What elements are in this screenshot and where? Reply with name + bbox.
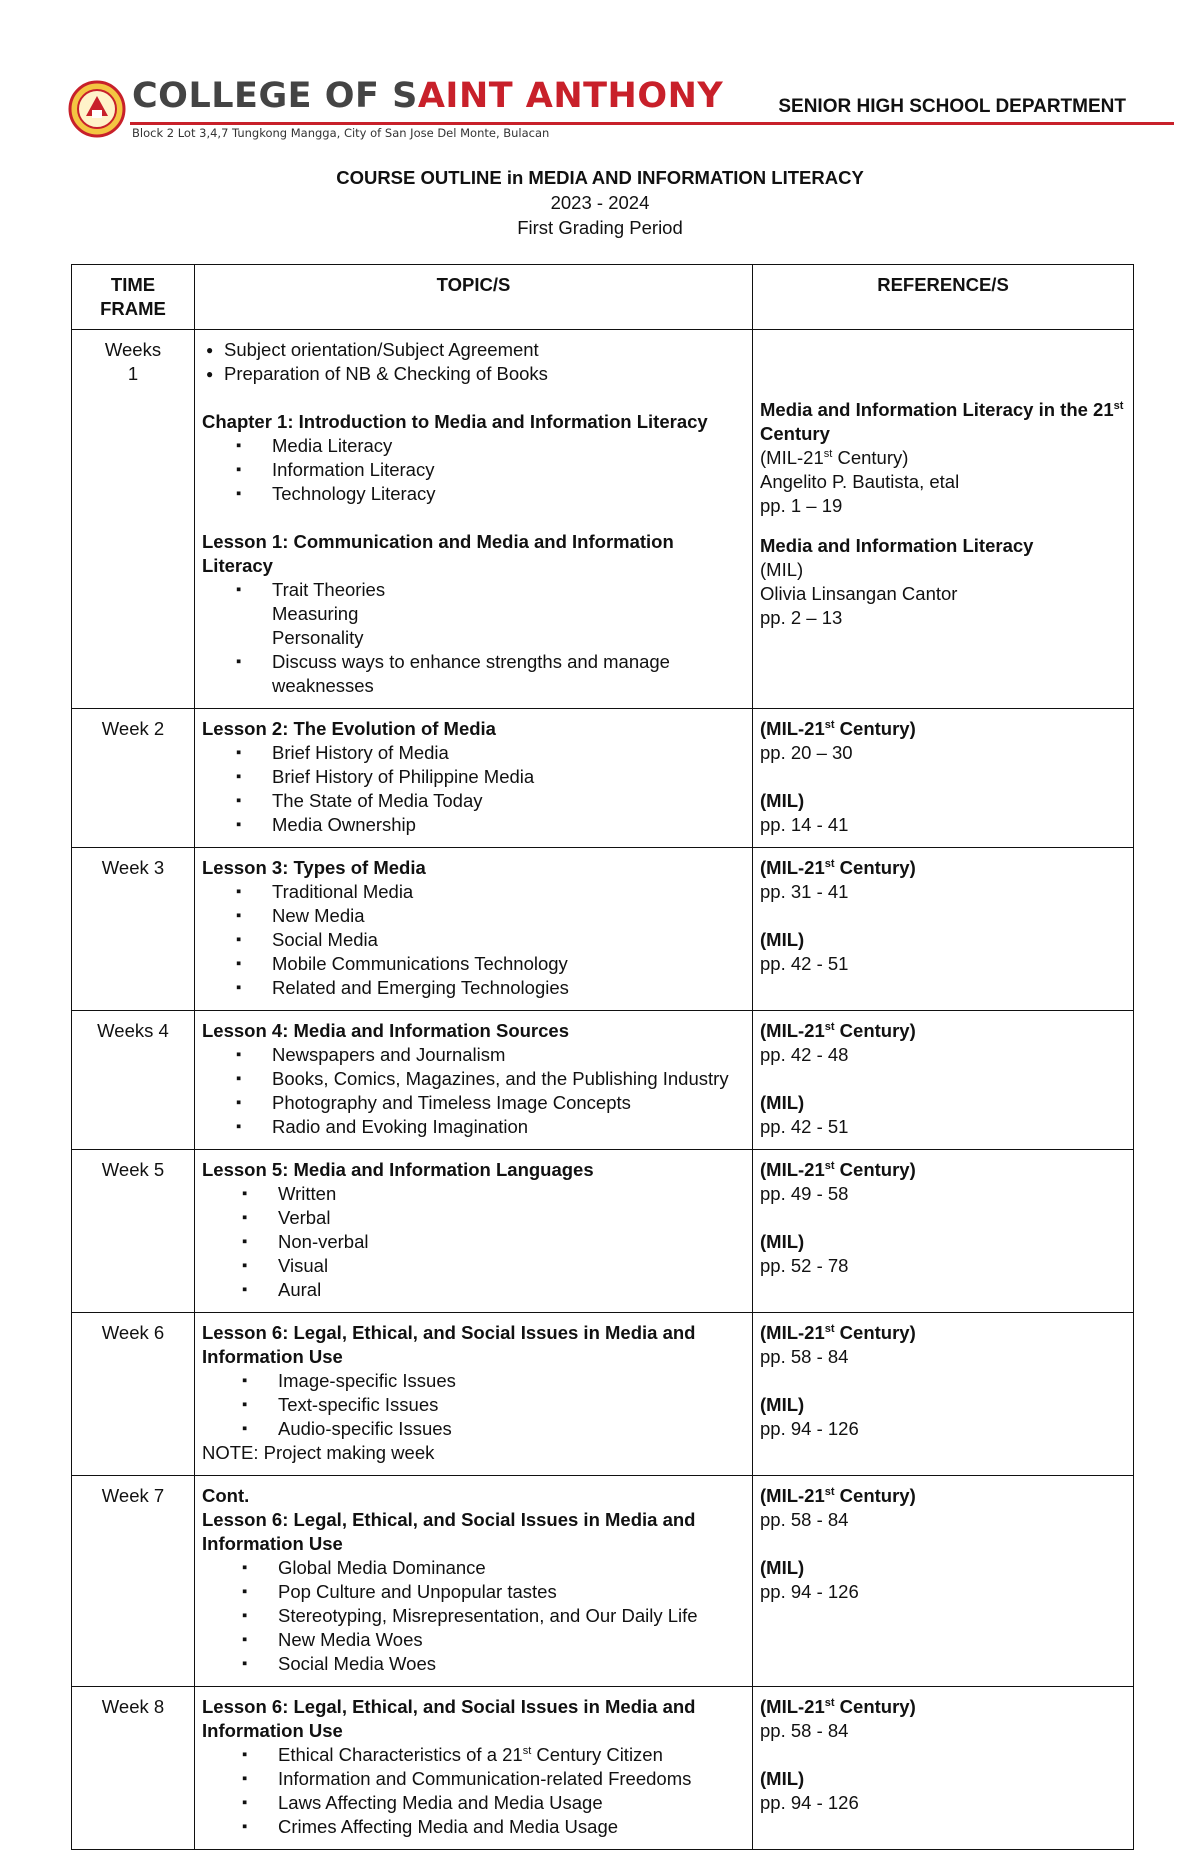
- list-item: ▪ Brief History of Philippine Media: [202, 765, 745, 789]
- topic-list: [202, 1743, 745, 1839]
- reference-cell: [753, 848, 1134, 1011]
- table-row: [72, 848, 1134, 1011]
- list-item: ● Subject orientation/Subject Agreement: [202, 338, 745, 362]
- reference-pages: pp. 1 – 19: [760, 495, 843, 516]
- reference-pages: pp. 58 - 84: [760, 1720, 849, 1741]
- topic-cell: [195, 1011, 753, 1150]
- reference-label: (MIL-21st Century): [760, 857, 916, 878]
- reference-cell: [753, 1011, 1134, 1150]
- topic-list: [202, 434, 745, 506]
- list-item: ▪ New Media Woes: [202, 1628, 745, 1652]
- list-item: ▪ Ethical Characteristics of a 21st Century Citizen: [202, 1743, 745, 1767]
- topic-cell: [195, 1150, 753, 1313]
- orientation-list: [202, 338, 745, 386]
- title-block: [0, 165, 1200, 240]
- reference-pages: pp. 20 – 30: [760, 742, 853, 763]
- lesson-title: Lesson 2: The Evolution of Media: [202, 718, 496, 739]
- reference-label: (MIL-21st Century): [760, 1020, 916, 1041]
- reference-pages: pp. 31 - 41: [760, 881, 849, 902]
- reference-label: (MIL): [760, 1557, 805, 1578]
- time-frame-cell: Week 3: [72, 848, 195, 1011]
- list-item: ● Preparation of NB & Checking of Books: [202, 362, 745, 386]
- lesson-title: Lesson 4: Media and Information Sources: [202, 1020, 569, 1041]
- reference-label: (MIL): [760, 1092, 805, 1113]
- topic-cell: [195, 1476, 753, 1687]
- list-item: ▪ Non-verbal: [202, 1230, 745, 1254]
- header-topics: TOPIC/S: [195, 265, 753, 330]
- project-note: NOTE: Project making week: [202, 1442, 435, 1463]
- lesson-title-cont: Information Use: [202, 1533, 343, 1554]
- lesson-title: Lesson 6: Legal, Ethical, and Social Issues in Media and: [202, 1509, 696, 1530]
- topic-cell: [195, 1687, 753, 1850]
- list-item: ▪ Information Literacy: [202, 458, 745, 482]
- sub-item: Measuring: [272, 603, 359, 624]
- reference-label: (MIL-21st Century): [760, 1485, 916, 1506]
- list-item: ▪ Books, Comics, Magazines, and the Publishing Industry: [202, 1067, 745, 1091]
- course-title: COURSE OUTLINE in MEDIA AND INFORMATION LITERACY: [336, 167, 864, 188]
- list-item: ▪ Image-specific Issues: [202, 1369, 745, 1393]
- college-address: Block 2 Lot 3,4,7 Tungkong Mangga, City of San Jose Del Monte, Bulacan: [132, 126, 550, 140]
- reference-cell: [753, 1150, 1134, 1313]
- list-item: ▪ Photography and Timeless Image Concepts: [202, 1091, 745, 1115]
- list-item: ▪ Related and Emerging Technologies: [202, 976, 745, 1000]
- lesson-title-cont: Information Use: [202, 1346, 343, 1367]
- reference-pages: pp. 52 - 78: [760, 1255, 849, 1276]
- reference-pages: pp. 42 - 51: [760, 1116, 849, 1137]
- reference-label: (MIL): [760, 1231, 805, 1252]
- list-item: ▪ Trait Theories: [202, 578, 745, 602]
- list-item: ▪ Laws Affecting Media and Media Usage: [202, 1791, 745, 1815]
- list-item: ▪ Global Media Dominance: [202, 1556, 745, 1580]
- reference-author: Olivia Linsangan Cantor: [760, 583, 958, 604]
- topic-list: [202, 1043, 745, 1139]
- list-item: ▪ Radio and Evoking Imagination: [202, 1115, 745, 1139]
- reference-author: Angelito P. Bautista, etal: [760, 471, 960, 492]
- list-item: ▪ Traditional Media: [202, 880, 745, 904]
- reference-label: (MIL): [760, 929, 805, 950]
- college-seal-icon: [68, 80, 126, 138]
- reference-pages: pp. 2 – 13: [760, 607, 843, 628]
- reference-label: (MIL-21st Century): [760, 718, 916, 739]
- reference-label: (MIL-21st Century): [760, 1322, 916, 1343]
- reference-cell: [753, 1313, 1134, 1476]
- topic-cell: [195, 848, 753, 1011]
- reference-abbr: (MIL-21st Century): [760, 447, 909, 468]
- reference-cell: [753, 1476, 1134, 1687]
- lesson-title: Lesson 6: Legal, Ethical, and Social Issues in Media and: [202, 1696, 696, 1717]
- topic-list: [202, 880, 745, 1000]
- list-item: ▪ Aural: [202, 1278, 745, 1302]
- reference-pages: pp. 49 - 58: [760, 1183, 849, 1204]
- sub-item: Personality: [272, 627, 364, 648]
- header-time-frame: TIME FRAME: [72, 265, 195, 330]
- table-row: [72, 1011, 1134, 1150]
- reference-label: (MIL-21st Century): [760, 1159, 916, 1180]
- list-item: ▪ Mobile Communications Technology: [202, 952, 745, 976]
- list-item: ▪ Media Literacy: [202, 434, 745, 458]
- reference-pages: pp. 42 - 51: [760, 953, 849, 974]
- reference-pages: pp. 42 - 48: [760, 1044, 849, 1065]
- list-item: ▪ Newspapers and Journalism: [202, 1043, 745, 1067]
- list-item: ▪ Crimes Affecting Media and Media Usage: [202, 1815, 745, 1839]
- topic-list: [202, 741, 745, 837]
- reference-cell: [753, 330, 1134, 709]
- lesson-title: Lesson 3: Types of Media: [202, 857, 426, 878]
- time-frame-cell: Weeks 1: [72, 330, 195, 709]
- topic-list: [202, 1556, 745, 1676]
- table-row: [72, 709, 1134, 848]
- lesson-title: Lesson 6: Legal, Ethical, and Social Issues in Media and: [202, 1322, 696, 1343]
- header-divider: [130, 122, 1174, 125]
- reference-pages: pp. 94 - 126: [760, 1581, 859, 1602]
- time-frame-cell: Week 5: [72, 1150, 195, 1313]
- school-year: 2023 - 2024: [550, 192, 650, 213]
- list-item: ▪ Stereotyping, Misrepresentation, and Our Daily Life: [202, 1604, 745, 1628]
- table-row: [72, 1313, 1134, 1476]
- reference-pages: pp. 58 - 84: [760, 1346, 849, 1367]
- time-frame-cell: Week 7: [72, 1476, 195, 1687]
- lesson-title: Lesson 1: Communication and Media and Information Literacy: [202, 531, 674, 576]
- reference-pages: pp. 94 - 126: [760, 1418, 859, 1439]
- topic-cell: [195, 709, 753, 848]
- reference-pages: pp. 94 - 126: [760, 1792, 859, 1813]
- grading-period: First Grading Period: [517, 217, 683, 238]
- list-item: ▪ Text-specific Issues: [202, 1393, 745, 1417]
- department-name: SENIOR HIGH SCHOOL DEPARTMENT: [778, 96, 1126, 117]
- table-header-row: [72, 265, 1134, 330]
- reference-title: Media and Information Literacy: [760, 535, 1034, 556]
- course-outline-table: [71, 264, 1134, 1850]
- reference-label: (MIL-21st Century): [760, 1696, 916, 1717]
- table-row: [72, 1150, 1134, 1313]
- list-item: ▪ Social Media Woes: [202, 1652, 745, 1676]
- reference-label: (MIL): [760, 790, 805, 811]
- list-item: ▪ Visual: [202, 1254, 745, 1278]
- list-item: ▪ Social Media: [202, 928, 745, 952]
- reference-label: (MIL): [760, 1768, 805, 1789]
- time-frame-cell: Weeks 4: [72, 1011, 195, 1150]
- reference-abbr: (MIL): [760, 559, 804, 580]
- reference-title-cont: Century: [760, 423, 830, 444]
- table-row: [72, 1476, 1134, 1687]
- reference-cell: [753, 709, 1134, 848]
- lesson-title: Lesson 5: Media and Information Languages: [202, 1159, 594, 1180]
- table-row: [72, 1687, 1134, 1850]
- topic-list: [202, 650, 745, 698]
- time-frame-cell: Week 8: [72, 1687, 195, 1850]
- topic-list: [202, 1182, 745, 1302]
- list-item: ▪ Information and Communication-related Freedoms: [202, 1767, 745, 1791]
- list-item: ▪ Brief History of Media: [202, 741, 745, 765]
- list-item: ▪ Verbal: [202, 1206, 745, 1230]
- topic-cell: [195, 1313, 753, 1476]
- list-item: ▪ Technology Literacy: [202, 482, 745, 506]
- list-item: ▪ Discuss ways to enhance strengths and manage weaknesses: [202, 650, 745, 698]
- time-frame-cell: Week 2: [72, 709, 195, 848]
- continuation-label: Cont.: [202, 1485, 250, 1506]
- reference-pages: pp. 58 - 84: [760, 1509, 849, 1530]
- lesson-title-cont: Information Use: [202, 1720, 343, 1741]
- reference-label: (MIL): [760, 1394, 805, 1415]
- list-item: ▪ The State of Media Today: [202, 789, 745, 813]
- list-item: ▪ Written: [202, 1182, 745, 1206]
- college-name: COLLEGE OF SAINT ANTHONY: [132, 76, 724, 116]
- reference-pages: pp. 14 - 41: [760, 814, 849, 835]
- reference-cell: [753, 1687, 1134, 1850]
- document-header: [68, 78, 1174, 148]
- table-row: [72, 330, 1134, 709]
- list-item: ▪ Pop Culture and Unpopular tastes: [202, 1580, 745, 1604]
- topic-cell: [195, 330, 753, 709]
- header-references: REFERENCE/S: [753, 265, 1134, 330]
- reference-title: Media and Information Literacy in the 21st: [760, 399, 1124, 420]
- chapter-title: Chapter 1: Introduction to Media and Information Literacy: [202, 411, 708, 432]
- list-item: ▪ New Media: [202, 904, 745, 928]
- topic-list: [202, 578, 745, 602]
- list-item: ▪ Media Ownership: [202, 813, 745, 837]
- list-item: ▪ Audio-specific Issues: [202, 1417, 745, 1441]
- topic-list: [202, 1369, 745, 1441]
- time-frame-cell: Week 6: [72, 1313, 195, 1476]
